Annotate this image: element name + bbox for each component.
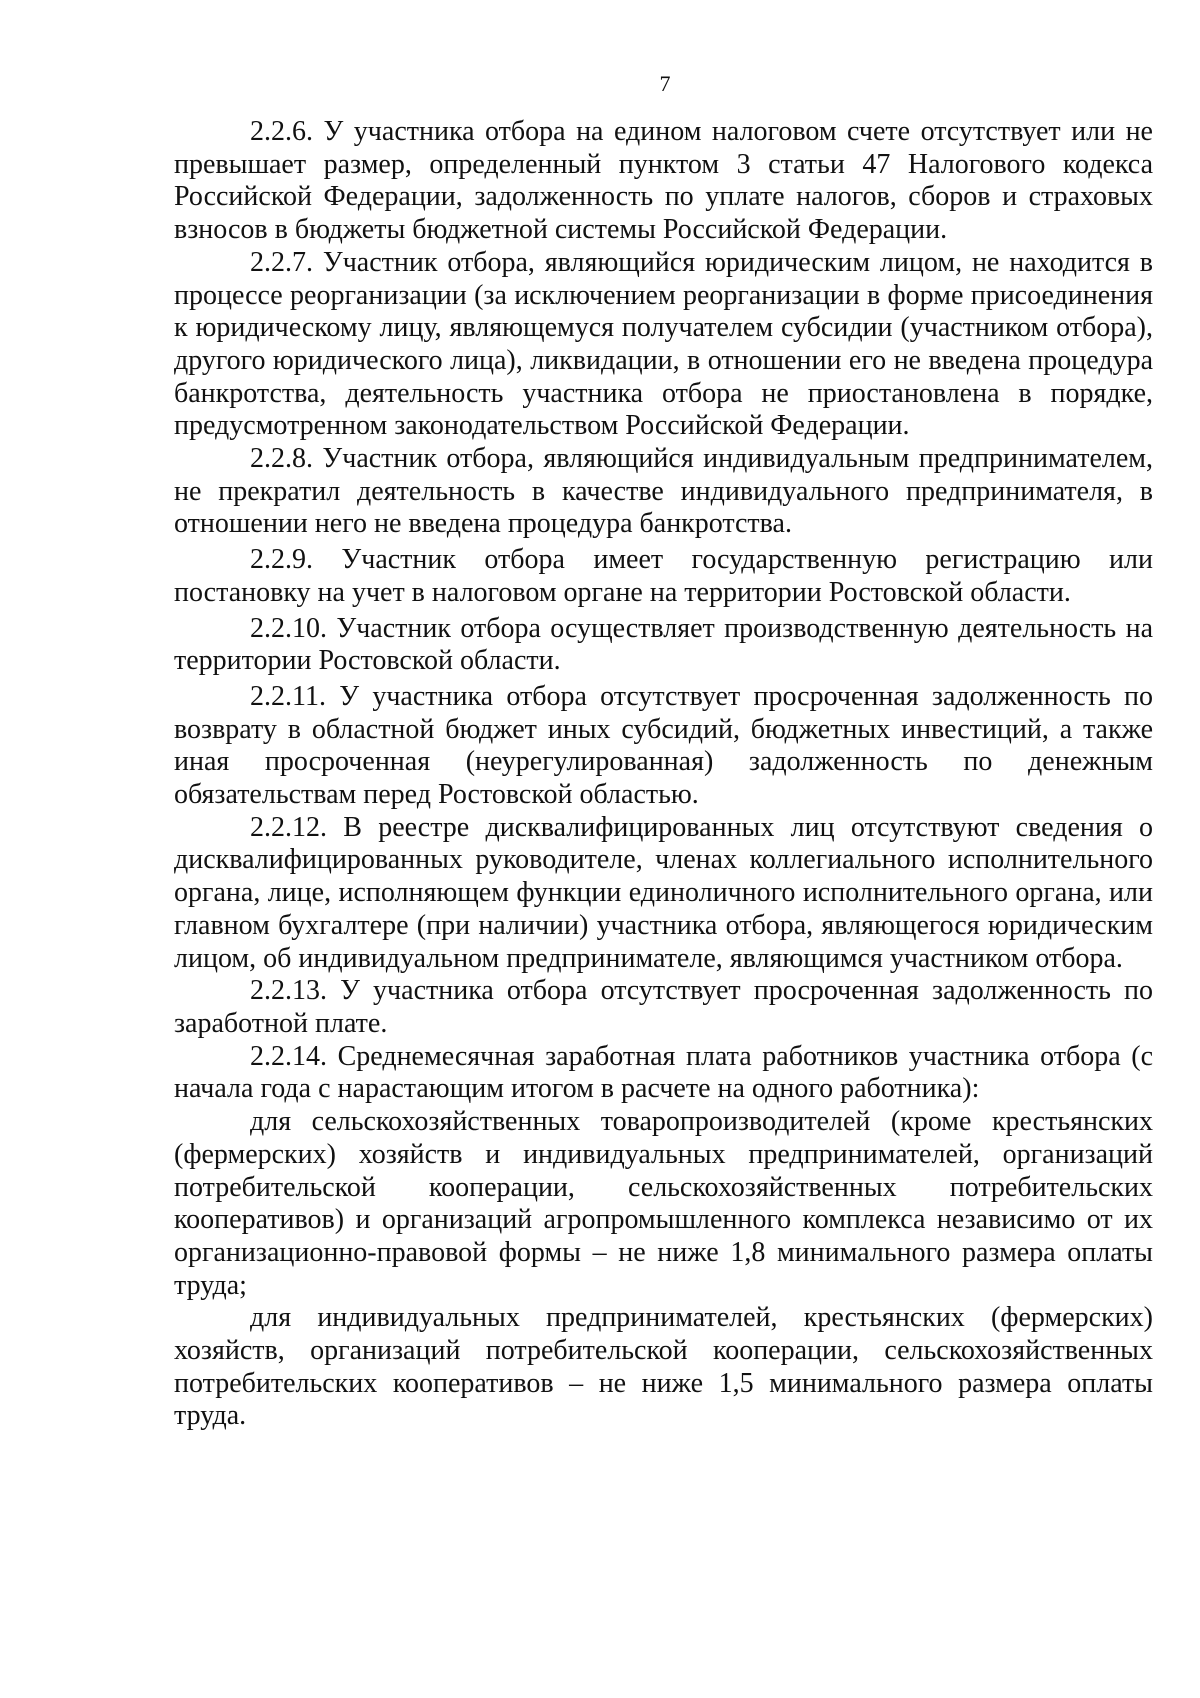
paragraph-2-2-13: 2.2.13. У участника отбора отсутствует просроченная задолженность по заработной плате. bbox=[174, 975, 1153, 1039]
paragraph-2-2-12: 2.2.12. В реестре дисквалифицированных лиц отсутствуют сведения о дисквалифицированных руководителе, членах коллегиального исполнительного органа, лице, исполняющем функции единоличного исполнительного органа, или главном бухгалтере (при наличии) участника отбора, являющегося юридическим лицом, об индивидуальном предпринимателе, являющимся участником отбора. bbox=[174, 811, 1153, 974]
paragraph-2-2-6: 2.2.6. У участника отбора на едином налоговом счете отсутствует или не превышает размер, определенный пунктом 3 статьи 47 Налогового кодекса Российской Федерации, задолженность по уплате налогов, сборов и страховых взносов в бюджеты бюджетной системы Российской Федерации. bbox=[174, 116, 1153, 246]
paragraph-2-2-7: 2.2.7. Участник отбора, являющийся юридическим лицом, не находится в процессе реорганизации (за исключением реорганизации в форме присоединения к юридическому лицу, являющемуся получателем субсидии (участником отбора), другого юридического лица), ликвидации, в отношении его не введена процедура банкротства, деятельность участника отбора не приостановлена в порядке, предусмотренном законодательством Российской Федерации. bbox=[174, 246, 1153, 442]
paragraph-2-2-14: 2.2.14. Среднемесячная заработная плата работников участника отбора (с начала года с нарастающим итогом в расчете на одного работника): bbox=[174, 1040, 1153, 1105]
paragraph-agricultural-producers: для сельскохозяйственных товаропроизводителей (кроме крестьянских (фермерских) хозяйств и индивидуальных предпринимателей, организаций потребительской кооперации, сельскохозяйственных потребительских кооперативов) и организаций агропромышленного комплекса независимо от их организационно-правовой формы – не ниже 1,8 минимального размера оплаты труда; bbox=[174, 1106, 1153, 1301]
document-body bbox=[174, 116, 1153, 1433]
paragraph-2-2-8: 2.2.8. Участник отбора, являющийся индивидуальным предпринимателем, не прекратил деятельность в качестве индивидуального предпринимателя, в отношении него не введена процедура банкротства. bbox=[174, 443, 1153, 540]
page-number: 7 bbox=[659, 71, 671, 96]
paragraph-2-2-11: 2.2.11. У участника отбора отсутствует просроченная задолженность по возврату в областной бюджет иных субсидий, бюджетных инвестиций, а также иная просроченная (неурегулированная) задолженность по денежным обязательствам перед Ростовской областью. bbox=[174, 680, 1153, 811]
paragraph-2-2-10: 2.2.10. Участник отбора осуществляет производственную деятельность на территории Ростовской области. bbox=[174, 612, 1153, 677]
paragraph-individual-entrepreneurs: для индивидуальных предпринимателей, крестьянских (фермерских) хозяйств, организаций потребительской кооперации, сельскохозяйственных потребительских кооперативов – не ниже 1,5 минимального размера оплаты труда. bbox=[174, 1302, 1153, 1432]
paragraph-2-2-9: 2.2.9. Участник отбора имеет государственную регистрацию или постановку на учет в налоговом органе на территории Ростовской области. bbox=[174, 544, 1153, 608]
